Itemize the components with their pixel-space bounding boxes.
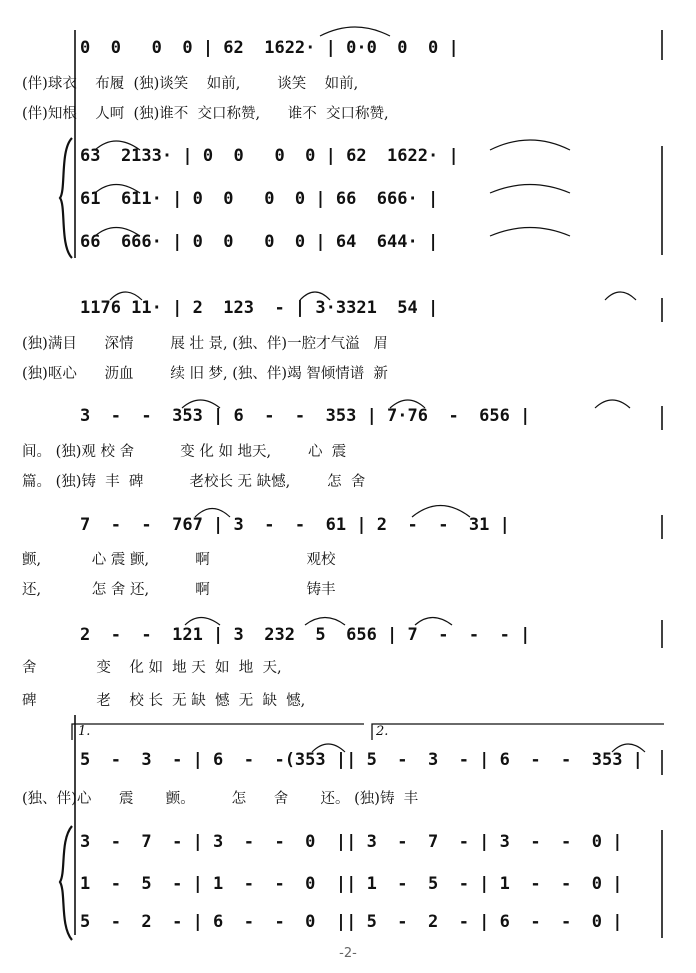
lyric-line: 碑 老 校 长 无 缺 憾 无 缺 憾, bbox=[22, 693, 306, 709]
notation-line bbox=[70, 232, 670, 258]
page-number: -2- bbox=[339, 946, 357, 961]
notation-line bbox=[70, 874, 670, 900]
volta-2-bracket bbox=[372, 724, 664, 740]
volta-2-label: 2. bbox=[376, 724, 389, 739]
notation-line bbox=[70, 832, 670, 858]
lyric-line: (独)呕心 沥血 续 旧 梦, (独、伴)竭 智倾情谱 新 bbox=[22, 366, 388, 382]
notes: 3 - - 353 | 6 - - 353 | 7·76 - 656 | bbox=[80, 406, 531, 426]
lyric-line: 颤, 心 震 颤, 啊 观校 bbox=[22, 552, 336, 568]
notes: 66 666· | 0 0 0 0 | 64 644· | bbox=[80, 232, 439, 252]
lyric-line: (伴)知根 人呵 (独)谁不 交口称赞, 谁不 交口称赞, bbox=[22, 106, 389, 122]
notation-line bbox=[70, 298, 670, 324]
notation-line bbox=[70, 750, 670, 776]
notes: 0 0 0 0 | 62 1622· | 0·0 0 0 | bbox=[80, 38, 459, 58]
lyric-line: (独、伴)心 震 颤。 怎 舍 还。 (独)铸 丰 bbox=[22, 791, 419, 807]
notes: 2 - - 121 | 3 232 5 656 | 7 - - - | bbox=[80, 625, 531, 645]
notes: 63 2133· | 0 0 0 0 | 62 1622· | bbox=[80, 146, 459, 166]
lyric-line: 还, 怎 舍 还, 啊 铸丰 bbox=[22, 582, 336, 598]
notes: 3 - 7 - | 3 - - 0 || 3 - 7 - | 3 - - 0 | bbox=[80, 832, 623, 852]
lyric-line: 舍 变 化 如 地 天 如 地 天, bbox=[22, 660, 282, 676]
lyric-line: (伴)球衣 布履 (独)谈笑 如前, 谈笑 如前, bbox=[22, 76, 359, 92]
notes: 5 - 3 - | 6 - -(353 || 5 - 3 - | 6 - - 353 | bbox=[80, 750, 643, 770]
lyric-line: (独)满目 深情 展 壮 景, (独、伴)一腔才气溢 眉 bbox=[22, 336, 388, 352]
slur bbox=[415, 618, 452, 626]
notes: 1176 11· | 2 123 - | 3·3321 54 | bbox=[80, 298, 439, 318]
volta-1-label: 1. bbox=[78, 724, 91, 739]
notation-line bbox=[70, 38, 670, 64]
notes: 1 - 5 - | 1 - - 0 || 1 - 5 - | 1 - - 0 | bbox=[80, 874, 623, 894]
slur bbox=[305, 618, 345, 626]
notation-line bbox=[70, 625, 670, 651]
slur bbox=[185, 618, 220, 626]
notes: 7 - - 767 | 3 - - 61 | 2 - - 31 | bbox=[80, 515, 510, 535]
notes: 61 611· | 0 0 0 0 | 66 666· | bbox=[80, 189, 439, 209]
slur bbox=[320, 27, 390, 36]
notation-line bbox=[70, 189, 670, 215]
volta-1-bracket bbox=[72, 724, 364, 740]
notation-line bbox=[70, 912, 670, 938]
notes: 5 - 2 - | 6 - - 0 || 5 - 2 - | 6 - - 0 | bbox=[80, 912, 623, 932]
lyric-line: 篇。 (独)铸 丰 碑 老校长 无 缺憾, 怎 舍 bbox=[22, 474, 366, 490]
notation-line bbox=[70, 146, 670, 172]
notation-line bbox=[70, 515, 670, 541]
notation-line bbox=[70, 406, 670, 432]
lyric-line: 间。 (独)观 校 舍 变 化 如 地天, 心 震 bbox=[22, 444, 347, 460]
